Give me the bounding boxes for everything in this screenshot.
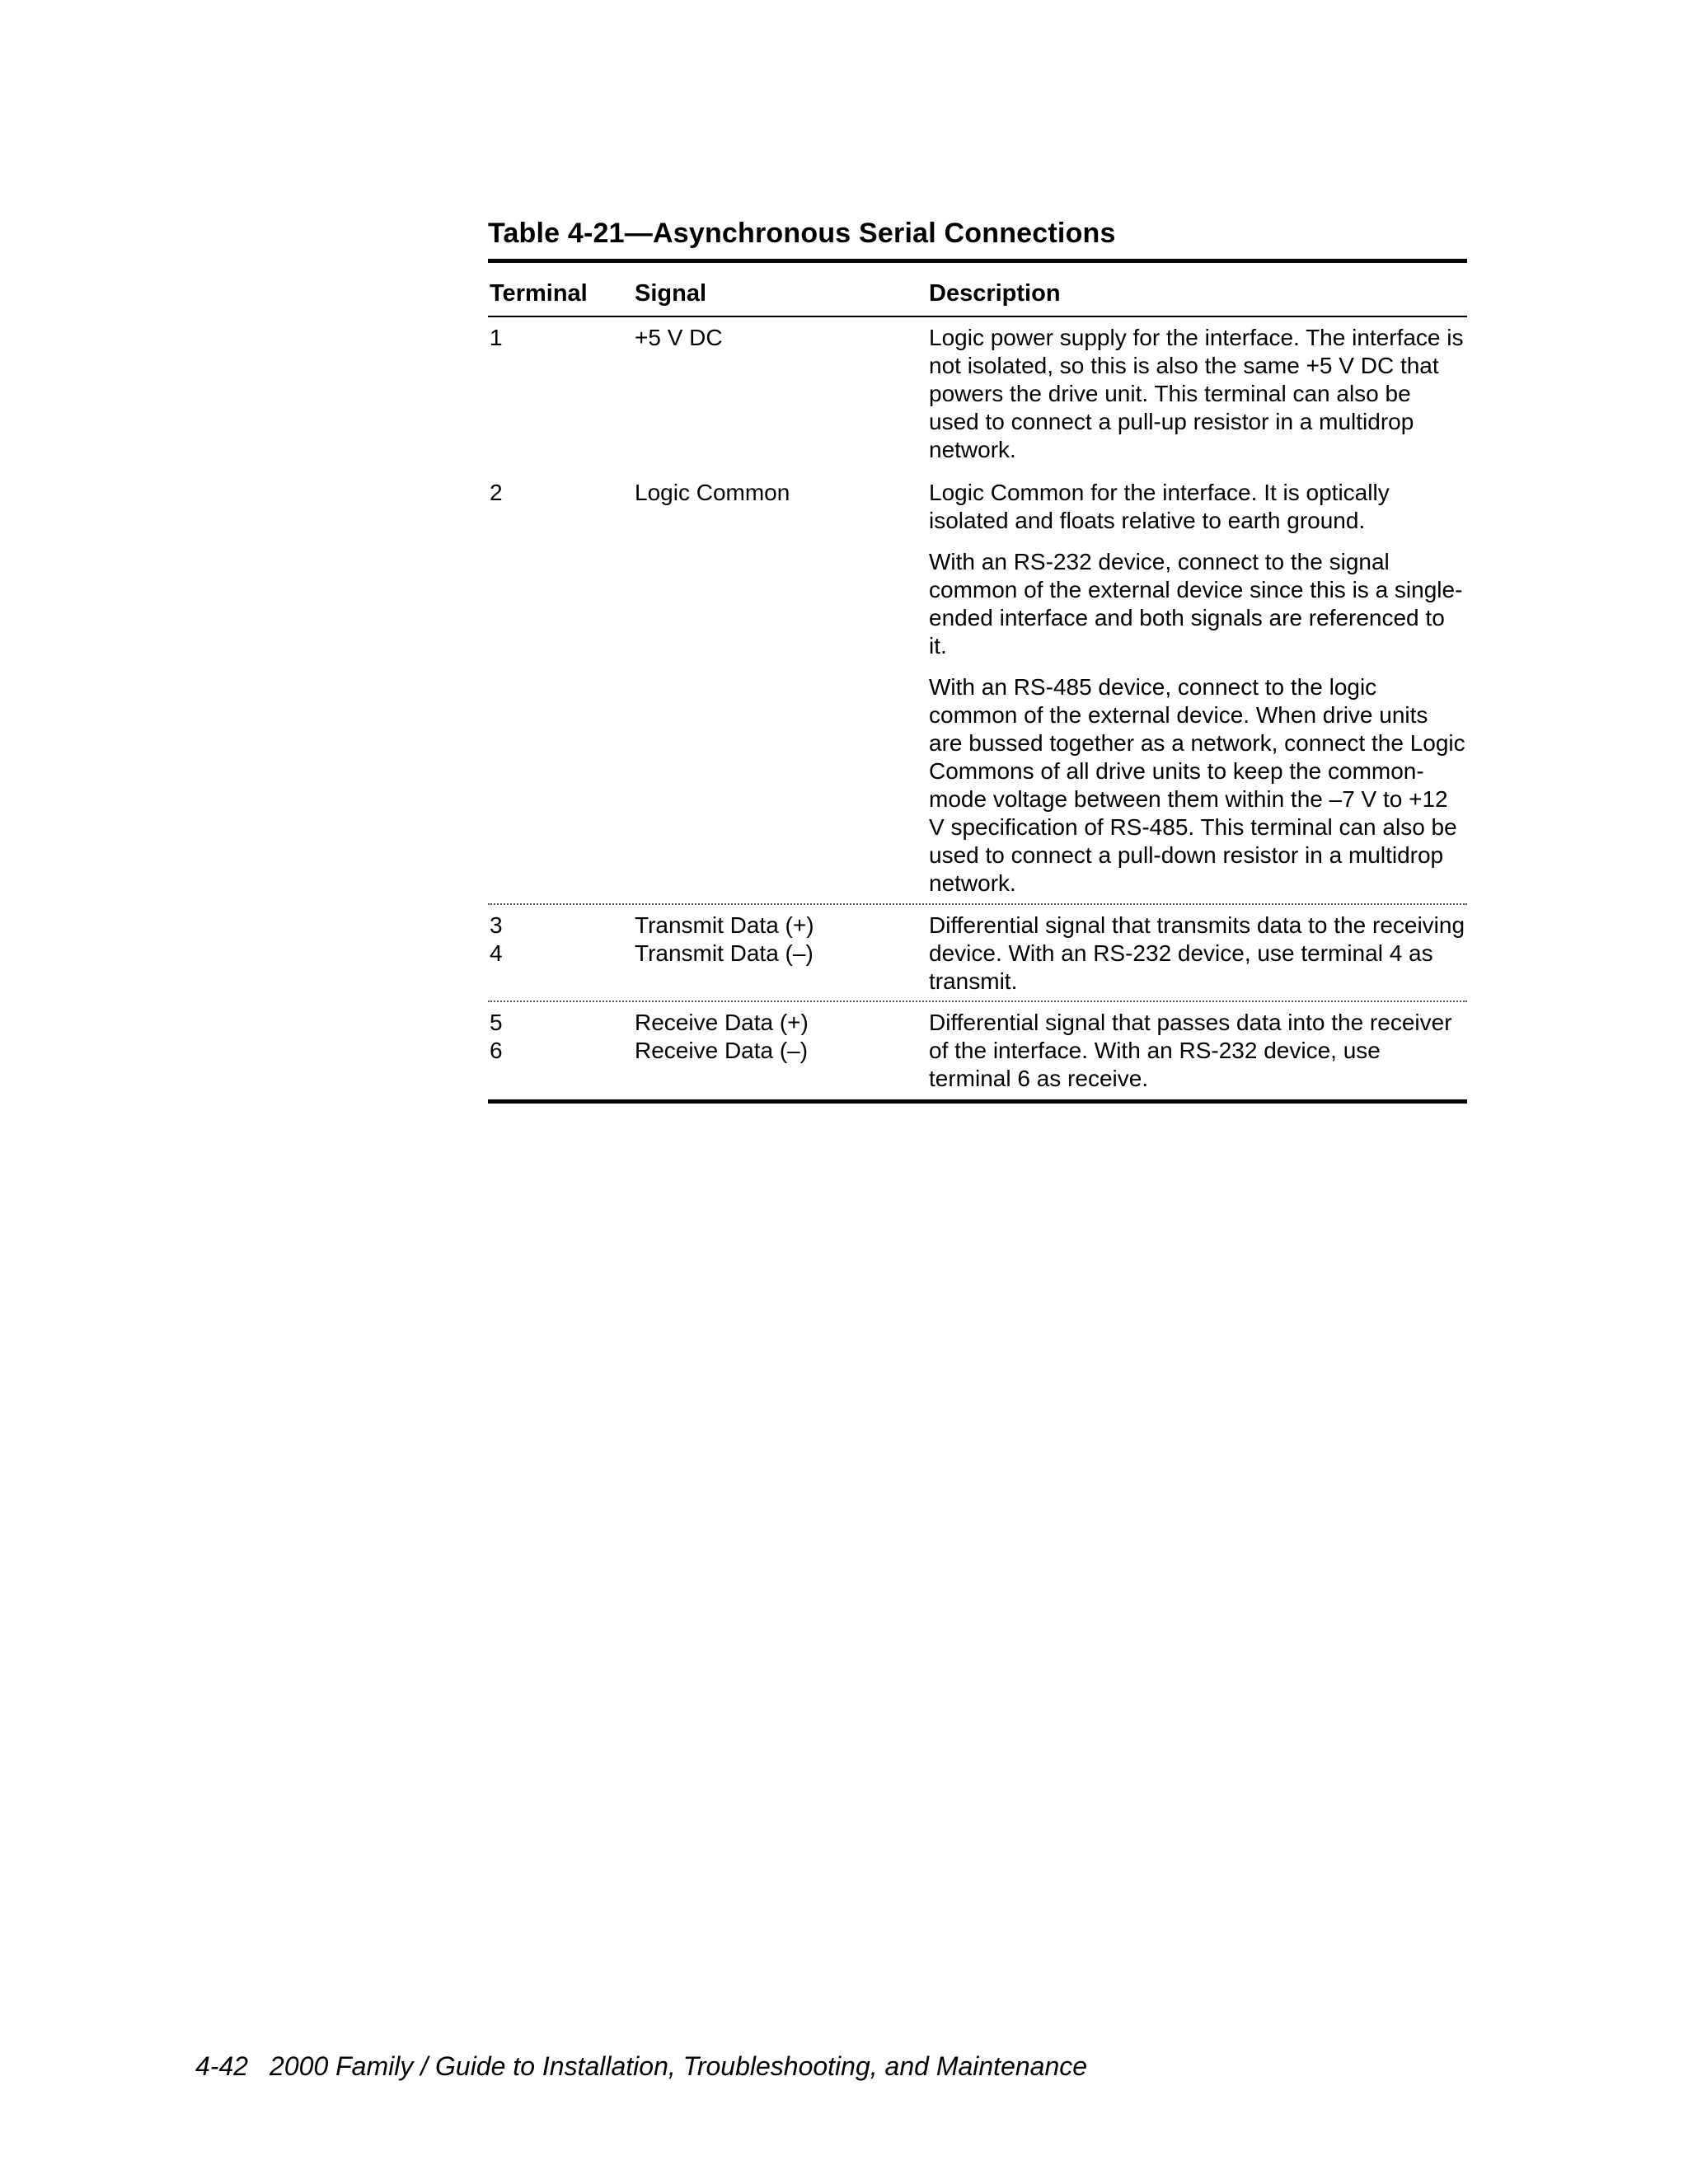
signal-name: Receive Data (–) <box>635 1038 809 1063</box>
terminal-cell <box>488 324 635 464</box>
table-bottom-rule <box>488 1099 1467 1104</box>
table-row <box>488 467 1467 903</box>
description-paragraph: Differential signal that passes data into the receiver of the interface. With an RS-232 device, use terminal 6 as receive. <box>929 1010 1452 1091</box>
page-footer <box>195 2050 1087 2083</box>
signal-cell <box>635 1009 929 1093</box>
signal-name: Transmit Data (+) <box>635 912 814 938</box>
description-cell <box>929 479 1467 898</box>
terminal-number: 1 <box>490 325 503 350</box>
description-paragraph: With an RS-232 device, connect to the signal common of the external device since this is a single-ended interface and both signals are referenced to it. <box>929 549 1463 658</box>
header-description: Description <box>929 280 1061 307</box>
description-paragraph: Differential signal that transmits data to the receiving device. With an RS-232 device, use terminal 4 as transmit. <box>929 912 1465 994</box>
table-row <box>488 905 1467 1001</box>
terminal-cell <box>488 1009 635 1093</box>
header-signal: Signal <box>635 280 707 307</box>
serial-connections-table <box>488 213 1467 1104</box>
signal-name: Logic Common <box>635 480 790 505</box>
description-cell <box>929 324 1467 464</box>
table-row <box>488 317 1467 467</box>
footer-title: 2000 Family / Guide to Installation, Troubleshooting, and Maintenance <box>270 2051 1088 2081</box>
signal-cell <box>635 324 929 464</box>
table-row <box>488 1002 1467 1099</box>
description-paragraph: Logic power supply for the interface. The interface is not isolated, so this is also the same +5 V DC that powers the drive unit. This terminal can also be used to connect a pull-up resistor in a multidrop network. <box>929 325 1464 462</box>
signal-name: +5 V DC <box>635 325 723 350</box>
description-paragraph: With an RS-485 device, connect to the logic common of the external device. When drive units are bussed together as a network, connect the Logic Commons of all drive units to keep the common-mode voltage between them within the –7 V to +12 V specification of RS-485. This terminal can also be used to connect a pull-down resistor in a multidrop network. <box>929 674 1465 896</box>
terminal-number: 4 <box>490 940 503 966</box>
signal-name: Receive Data (+) <box>635 1010 809 1035</box>
description-paragraph: Logic Common for the interface. It is optically isolated and floats relative to earth ground. <box>929 480 1390 533</box>
terminal-cell <box>488 479 635 898</box>
terminal-number: 5 <box>490 1010 503 1035</box>
terminal-number: 6 <box>490 1038 503 1063</box>
terminal-number: 2 <box>490 480 503 505</box>
signal-cell <box>635 479 929 898</box>
table-header-row <box>488 263 1467 316</box>
terminal-number: 3 <box>490 912 503 938</box>
header-terminal: Terminal <box>490 280 588 307</box>
description-cell <box>929 912 1467 996</box>
footer-page-number: 4-42 <box>195 2051 249 2081</box>
description-cell <box>929 1009 1467 1093</box>
terminal-cell <box>488 912 635 996</box>
signal-cell <box>635 912 929 996</box>
signal-name: Transmit Data (–) <box>635 940 814 966</box>
table-title: Table 4-21—Asynchronous Serial Connections <box>488 218 1116 249</box>
